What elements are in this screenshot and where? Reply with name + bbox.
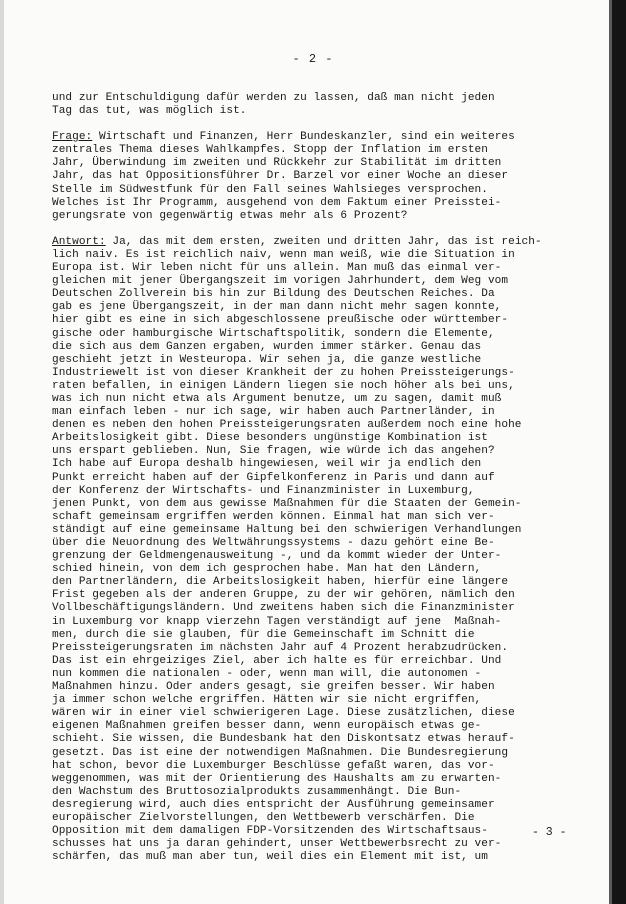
line-text: Ja, das mit dem ersten, zweiten und dritten Jahr, das ist reich- (105, 235, 542, 248)
line-text: desregierung wird, auch dies entspricht der Ausführung gemeinsamer (52, 798, 495, 811)
answer-paragraph (52, 236, 588, 865)
text-line (52, 472, 588, 485)
line-text: man einfach leben - nur ich sage, wir haben auch Partnerländer, in (52, 406, 495, 419)
text-line (52, 825, 588, 838)
text-line (52, 170, 588, 183)
text-line (52, 838, 588, 851)
text-line: und zur Entschuldigung dafür werden zu lassen, daß man nicht jeden (52, 92, 495, 104)
text-line (52, 642, 588, 655)
text-line (52, 668, 588, 681)
text-line (52, 354, 588, 367)
text-line (52, 550, 588, 563)
text-line (52, 773, 588, 786)
line-text: Jahr, Überwindung im zweiten und Rückkehr zur Stabilität im dritten (52, 157, 502, 170)
line-text: über die Neuordnung des Weltwährungssystems - dazu gehört eine Be- (52, 537, 495, 549)
text-line (52, 681, 588, 694)
line-text: schaft gemeinsam ergriffen werden können. Einmal hat man sich ver- (52, 510, 495, 523)
text-line (52, 458, 588, 471)
line-text: men, durch die sie glauben, für die Gemeinschaft im Schnitt die (52, 628, 475, 641)
line-text: Preissteigerungsraten im nächsten Jahr auf 4 Prozent herabzudrücken. (52, 641, 509, 654)
line-text: gesetzt. Das ist eine der notwendigen Maßnahmen. Die Bundesregierung (52, 746, 509, 759)
line-text: ja immer schon welche ergriffen. Hätten wir sie nicht ergriffen, (52, 694, 482, 707)
line-text: der Konferenz der Wirtschafts- und Finanzminister in Luxemburg, (52, 484, 475, 497)
line-text: grenzung der Geldmengenausweitung -, und da kommt wieder der Unter- (52, 550, 502, 563)
line-text: denen es neben den hohen Preissteigerungsraten außerdem noch eine hohe (52, 419, 522, 432)
text-line (52, 210, 588, 223)
text-line (52, 812, 588, 825)
line-text: Jahr, das hat Oppositionsführer Dr. Barzel vor einer Woche an dieser (52, 170, 509, 183)
line-text: jenen Punkt, von dem aus gewisse Maßnahmen für die Staaten der Gemein- (52, 497, 522, 510)
line-text: Wirtschaft und Finanzen, Herr Bundeskanzler, sind ein weiteres (92, 131, 515, 144)
text-line (52, 485, 588, 498)
text-line (52, 629, 588, 642)
text-line (52, 367, 588, 380)
line-text: gische oder hamburgische Wirtschaftspolitik, sondern die Elemente, (52, 327, 495, 340)
scan-right-edge (612, 0, 626, 904)
line-text: Deutschen Zollverein bis hin zur Bildung des Deutschen Reiches. Da (52, 288, 495, 301)
line-text: schieht. Sie wissen, die Bundesbank hat den Diskontsatz etwas herauf- (52, 733, 515, 746)
text-line (52, 419, 588, 432)
line-text: die sich aus dem Ganzen ergaben, wurden immer stärker. Genau das (52, 340, 482, 353)
line-text: Punkt erreicht haben auf der Gipfelkonferenz in Paris und dann auf (52, 471, 495, 484)
line-text: was ich nun nicht etwa als Argument benutze, um zu sagen, damit muß (52, 392, 502, 405)
line-text: Welches ist Ihr Programm, ausgehend von dem Faktum einer Preisstei- (52, 196, 502, 209)
scan-left-edge (0, 0, 4, 904)
question-paragraph (52, 131, 588, 223)
line-text: gerungsrate von gegenwärtig etwas mehr als 6 Prozent? (52, 209, 408, 222)
line-text: in Luxemburg vor knapp vierzehn Tagen verständigt auf jene Maßnah- (52, 615, 502, 628)
text-line (52, 341, 588, 354)
text-line (52, 432, 588, 445)
text-line (52, 707, 588, 720)
text-line (52, 275, 588, 288)
text-line (52, 851, 588, 864)
text-line (52, 537, 588, 550)
line-text: den Wachstum des Bruttosozialprodukts zusammenhängt. Die Bun- (52, 785, 462, 798)
text-line (52, 720, 588, 733)
line-text: Ich habe auf Europa deshalb hingewiesen, weil wir ja endlich den (52, 458, 482, 471)
line-text: Vollbeschäftigungsländern. Und zweitens haben sich die Finanzminister (52, 602, 515, 615)
text-line (52, 236, 588, 249)
line-text: ständigt auf eine gemeinsame Haltung bei den schwierigen Verhandlungen (52, 523, 522, 536)
answer-label: Antwort: (52, 235, 106, 248)
question-label: Frage: (52, 131, 93, 144)
intro-paragraph (52, 92, 588, 118)
text-line (52, 301, 588, 314)
line-text: wären wir in einer viel schwierigeren Lage. Diese zusätzlichen, diese (52, 707, 515, 720)
text-line (52, 760, 588, 773)
text-line (52, 589, 588, 602)
line-text: Frist gegeben als der anderen Gruppe, zu der wir gehören, nämlich den (52, 589, 515, 602)
text-line (52, 498, 588, 511)
line-text: weggenommen, was mit der Orientierung des Haushalts am zu erwarten- (52, 772, 502, 785)
text-line (52, 328, 588, 341)
page-number-top: - 2 - (292, 52, 334, 66)
text-line (52, 524, 588, 537)
line-text: hat schon, bevor die Luxemburger Beschlüsse gefaßt waren, das vor- (52, 759, 495, 772)
text-line: Tag das tut, was möglich ist. (52, 105, 247, 118)
line-text: Maßnahmen hinzu. Oder anders gesagt, sie greifen besser. Wir haben (52, 681, 495, 694)
text-line (52, 747, 588, 760)
line-text: Das ist ein ehrgeiziges Ziel, aber ich halte es für erreichbar. Und (52, 654, 502, 667)
text-line (52, 197, 588, 210)
text-line (52, 694, 588, 707)
text-line (52, 786, 588, 799)
text-line (52, 131, 588, 144)
text-line (52, 511, 588, 524)
text-line (52, 184, 588, 197)
line-text: geschieht jetzt in Westeuropa. Wir sehen ja, die ganze westliche (52, 353, 482, 366)
line-text: raten befallen, in einigen Ländern liegen sie noch höher als bei uns, (52, 379, 515, 392)
line-text: Europa ist. Wir leben nicht für uns allein. Man muß das einmal ver- (52, 262, 502, 275)
text-line (52, 144, 588, 157)
text-line (52, 602, 588, 615)
text-line (52, 288, 588, 301)
line-text: gleichen mit jener Übergangszeit im vorigen Jahrhundert, dem Weg vom (52, 275, 509, 288)
text-line (52, 445, 588, 458)
line-text: den Partnerländern, die Arbeitslosigkeit haben, hierfür eine längere (52, 576, 509, 589)
line-text: Arbeitslosigkeit gibt. Diese besonders ungünstige Kombination ist (52, 432, 488, 445)
line-text: gab es jene Übergangszeit, in der man dann nicht mehr sagen konnte, (52, 301, 502, 314)
line-text: Stelle im Südwestfunk für den Fall seines Wahlsieges versprochen. (52, 183, 488, 196)
line-text: Industriewelt ist von dieser Krankheit der zu hohen Preissteigerungs- (52, 366, 515, 379)
line-text: Opposition mit dem damaligen FDP-Vorsitzenden des Wirtschaftsaus- (52, 825, 488, 838)
text-line (52, 393, 588, 406)
page-content (52, 92, 588, 864)
text-line (52, 314, 588, 327)
line-text: zentrales Thema dieses Wahlkampfes. Stopp der Inflation im ersten (52, 144, 488, 157)
line-text: nun kommen die nationalen - oder, wenn man will, die autonomen - (52, 667, 482, 680)
text-line (52, 157, 588, 170)
page-number-bottom: - 3 - (532, 826, 567, 839)
text-line (52, 655, 588, 668)
line-text: schärfen, das muß man aber tun, weil dies ein Element mit ist, um (52, 851, 488, 864)
line-text: lich naiv. Es ist reichlich naiv, wenn man weiß, wie die Situation in (52, 248, 515, 261)
text-line (52, 563, 588, 576)
line-text: uns erspart geblieben. Nun, Sie fragen, wie würde ich das angehen? (52, 445, 495, 458)
line-text: eigenen Maßnahmen greifen besser dann, wenn europäisch etwas ge- (52, 720, 482, 733)
text-line (52, 733, 588, 746)
text-line (52, 380, 588, 393)
text-line (52, 406, 588, 419)
line-text: schusses hat uns ja daran gehindert, unser Wettbewerbsrecht zu ver- (52, 838, 502, 851)
line-text: schied hinein, von dem ich gesprochen habe. Man hat den Ländern, (52, 563, 482, 576)
text-line (52, 799, 588, 812)
line-text: hier gibt es eine in sich abgeschlossene preußische oder württember- (52, 314, 509, 327)
text-line (52, 262, 588, 275)
text-line (52, 576, 588, 589)
line-text: europäischer Zielvorstellungen, den Wettbewerb verschärfen. Die (52, 811, 475, 824)
text-line (52, 249, 588, 262)
text-line (52, 616, 588, 629)
